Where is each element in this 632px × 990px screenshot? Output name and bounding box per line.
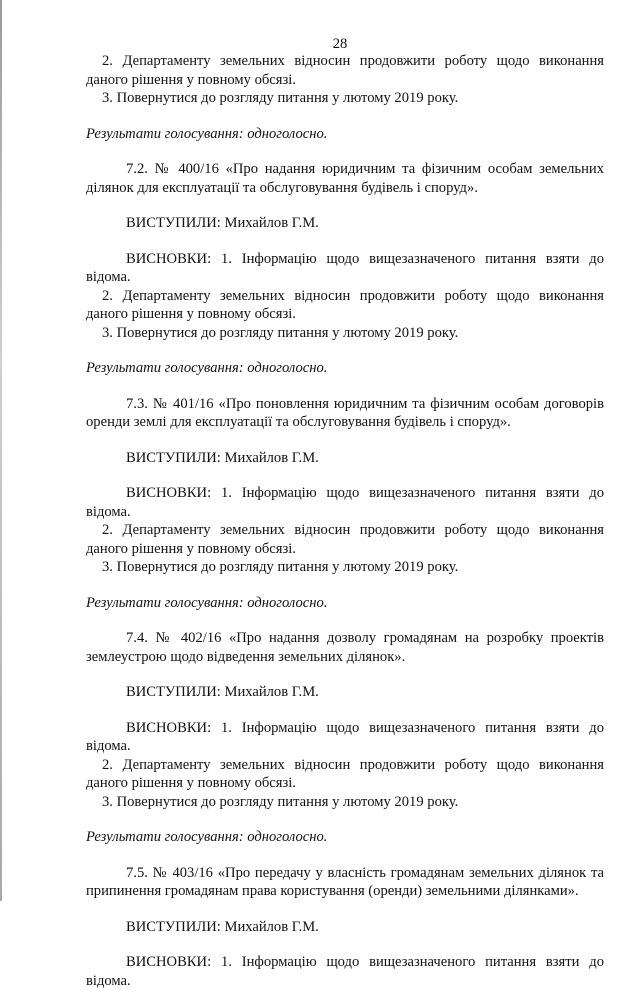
- section-7-4-speakers: ВИСТУПИЛИ: Михайлов Г.М.: [126, 684, 319, 700]
- section-7-3-title: 7.3. № 401/16 «Про поновлення юридичним та фізичним особам договорів оренди землі для експлуатації та обслуговування будівель і споруд».: [86, 395, 604, 430]
- intro-item-2: 2. Департаменту земельних відносин продовжити роботу щодо виконання даного рішення у повному обсязі.: [86, 53, 604, 88]
- section-7-2-title: 7.2. № 400/16 «Про надання юридичним та фізичним особам земельних ділянок для експлуатації та обслуговування будівель і споруд».: [86, 161, 604, 196]
- section-7-5-conclusion-1: ВИСНОВКИ: 1. Інформацію щодо вищезазначеного питання взяти до відома.: [86, 954, 604, 989]
- section-7-4-conclusion-1: ВИСНОВКИ: 1. Інформацію щодо вищезазначеного питання взяти до відома.: [86, 719, 604, 754]
- section-7-4-voting-result: Результати голосування: одноголосно.: [86, 829, 328, 845]
- section-7-3-voting-result: Результати голосування: одноголосно.: [86, 594, 328, 611]
- section-7-2-conclusion-2: 2. Департаменту земельних відносин продовжити роботу щодо виконання даного рішення у повному обсязі.: [86, 287, 604, 322]
- scan-edge-mark: [0, 0, 2, 901]
- intro-voting-result: Результати голосування: одноголосно.: [86, 125, 328, 142]
- section-7-4-conclusion-3: 3. Повернутися до розгляду питання у лютому 2019 року.: [102, 793, 459, 810]
- section-7-2-conclusion-1: ВИСНОВКИ: 1. Інформацію щодо вищезазначеного питання взяти до відома.: [86, 250, 604, 285]
- intro-item-3: 3. Повернутися до розгляду питання у лютому 2019 року.: [102, 90, 459, 106]
- section-7-5-title: 7.5. № 403/16 «Про передачу у власність громадянам земельних ділянок та припинення громадянам права користування (оренди) земельними ділянками».: [86, 864, 604, 899]
- section-7-2-speakers: ВИСТУПИЛИ: Михайлов Г.М.: [126, 215, 319, 231]
- section-7-4-conclusion-2: 2. Департаменту земельних відносин продовжити роботу щодо виконання даного рішення у повному обсязі.: [86, 756, 604, 791]
- section-7-2-conclusion-3: 3. Повернутися до розгляду питання у лютому 2019 року.: [102, 324, 459, 341]
- document-body: [86, 52, 604, 990]
- page-number: 28: [332, 36, 348, 52]
- section-7-3-speakers: ВИСТУПИЛИ: Михайлов Г.М.: [126, 449, 319, 466]
- section-7-3-conclusion-2: 2. Департаменту земельних відносин продовжити роботу щодо виконання даного рішення у повному обсязі.: [86, 522, 604, 557]
- section-7-4-title: 7.4. № 402/16 «Про надання дозволу громадянам на розробку проектів землеустрою щодо відведення земельних ділянок».: [86, 630, 604, 665]
- section-7-3-conclusion-1: ВИСНОВКИ: 1. Інформацію щодо вищезазначеного питання взяти до відома.: [86, 485, 604, 520]
- section-7-2-voting-result: Результати голосування: одноголосно.: [86, 360, 328, 376]
- section-7-5-speakers: ВИСТУПИЛИ: Михайлов Г.М.: [126, 918, 319, 935]
- section-7-3-conclusion-3: 3. Повернутися до розгляду питання у лютому 2019 року.: [102, 559, 459, 575]
